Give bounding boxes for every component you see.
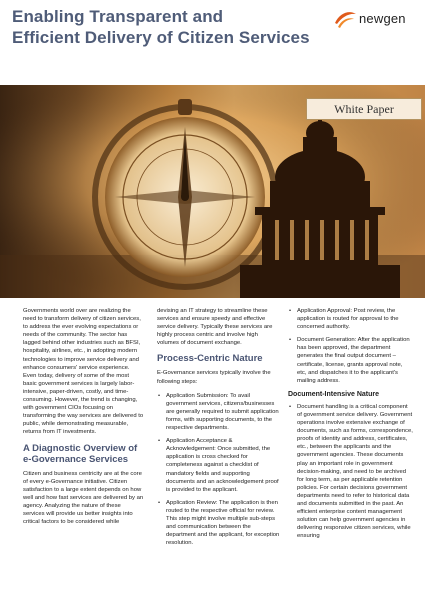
title-line-2: Efficient Delivery of Citizen Services	[12, 28, 310, 47]
continued-paragraph: devising an IT strategy to streamline these services and ensure speedy and effective service delivery. Typically these services are highly process centric and involve high volumes of document exchange.	[157, 308, 273, 347]
logo-wordmark: newgen	[359, 11, 406, 26]
intro-paragraph: Governments world over are realizing the need to transform delivery of citizen services, to address the ever evolving expectations or needs of the community. The sector has lagged behind other industries such as BFSI, hospitality, airlines, etc., in adopting modern technologies to improve service delivery and enhance consumers' service experience. Even today, delivery of some of the most basic government services is largely labor-intensive, paper-driven, costly, and time-consuming. However, the trend is changing, with government CIOs focusing on transforming the way services are delivered to public, while demonstrating measurable, returns from IT investments.	[23, 308, 144, 436]
column-2	[157, 307, 280, 552]
list-item: • Application Acceptance & Acknowledgement: Once submitted, the application is cross checked for completeness against a checklist of mandatory fields and supporting documents and an acknowledgement proof is provided to the applicant.	[157, 437, 280, 494]
column-1	[23, 307, 144, 532]
white-paper-badge: White Paper	[306, 98, 422, 120]
lead-paragraph: E-Governance services typically involve the following steps:	[157, 370, 271, 385]
section-heading-document: Document-Intensive Nature	[288, 390, 380, 398]
list-item: • Application Approval: Post review, the application is routed for approval to the concerned authority.	[288, 307, 413, 331]
newgen-swoosh-icon	[332, 8, 358, 32]
document-title	[12, 6, 342, 48]
list-item: • Application Review: The application is then routed to the respective official for review. This step might involve multiple sub-steps and communication between the department and the applicant, for exception resolution.	[157, 499, 280, 548]
process-steps-list-continued	[288, 307, 413, 385]
list-item: • Document handling is a critical component of government service delivery. Government operations involve extensive exchange of documents, such as forms, correspondence, proofs of identity and address, certificates, etc., between the applicants and the government agencies. These documents play an important role in government decision-making, and need to be archived for long term, as per applicable retention policies. For certain decisions government departments need to refer to historical data and documents submitted in the past. An efficient enterprise content management solution can help government agencies in delivering responsive citizen services, while ensuring	[288, 403, 413, 541]
body-paragraph: Citizen and business centricity are at the core of every e-Governance initiative. Citizen satisfaction to a large extent depends on how well and how fast services are delivered by an agency. Analyzing the nature of these services will provide us better insights into critical factors to be considered while	[23, 470, 144, 526]
section-heading-diagnostic: A Diagnostic Overview of e-Governance Services	[23, 442, 138, 465]
document-list	[288, 403, 413, 541]
title-line-1: Enabling Transparent and	[12, 7, 224, 26]
newgen-logo	[332, 8, 422, 32]
list-item: • Document Generation: After the application has been approved, the department generates the final output document – certificate, license, grants approval note, etc, and dispatches it to the applicant's mailing address.	[288, 336, 413, 385]
process-steps-list	[157, 392, 280, 548]
list-item: • Application Submission: To avail government services, citizens/businesses are generally required to submit application forms, with supporting documents, to the respective departments.	[157, 392, 280, 432]
column-3	[288, 307, 413, 545]
section-heading-process: Process-Centric Nature	[157, 353, 263, 365]
